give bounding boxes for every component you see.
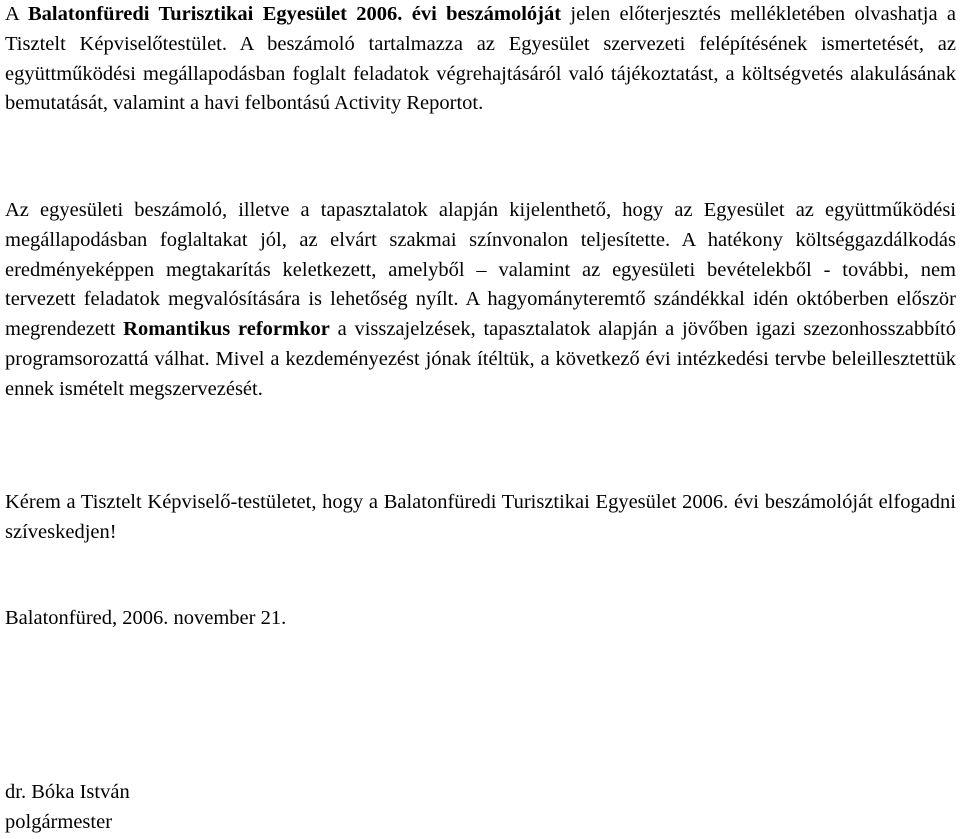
evaluation-text-after: a visszajelzések, tapasztalatok alapján a jövőben igazi szezonhosszabbító programsorozattá válhat. Mivel a kezdeményezést jónak ítéltük, a következő évi intézkedési tervbe beleillesztettük ennek ismételt megszervezését.	[5, 318, 956, 400]
date-line: Balatonfüred, 2006. november 21.	[5, 607, 287, 629]
evaluation-paragraph	[5, 196, 956, 405]
signatory-name: dr. Bóka István	[5, 781, 130, 803]
signatory-title: polgármester	[5, 810, 113, 833]
intro-paragraph	[5, 0, 956, 119]
event-name-bold: Romantikus reformkor	[123, 318, 330, 341]
evaluation-text-before: Az egyesületi beszámoló, illetve a tapasztalatok alapján kijelenthető, hogy az Egyesület az együttműködési megállapodásban foglaltakat jól, az elvárt szakmai színvonalon teljesítette. A hatékony költséggazdálkodás eredményeképpen megtakarítás keletkezett, amelyből – valamint az egyesületi bevételekből - további, nem tervezett feladatok megvalósítására is lehetőség nyílt. A hagyományteremtő szándékkal idén októberben először megrendezett	[5, 199, 956, 341]
request-paragraph: Kérem a Tisztelt Képviselő-testületet, hogy a Balatonfüredi Turisztikai Egyesület 2006. évi beszámolóját elfogadni szíveskedjen!	[5, 491, 956, 543]
intro-lead: A	[5, 3, 28, 25]
signature-block	[5, 778, 130, 838]
intro-org-name-bold: Balatonfüredi Turisztikai Egyesület 2006. évi beszámolóját	[28, 3, 562, 25]
intro-rest: jelen előterjesztés mellékletében olvashatja a Tisztelt Képviselőtestület. A beszámoló tartalmazza az Egyesület szervezeti felépítésének ismertetését, az együttműködési megállapodásban foglalt feladatok végrehajtásáról való tájékoztatást, a költségvetés alakulásának bemutatását, valamint a havi felbontású Activity Reportot.	[5, 3, 956, 115]
